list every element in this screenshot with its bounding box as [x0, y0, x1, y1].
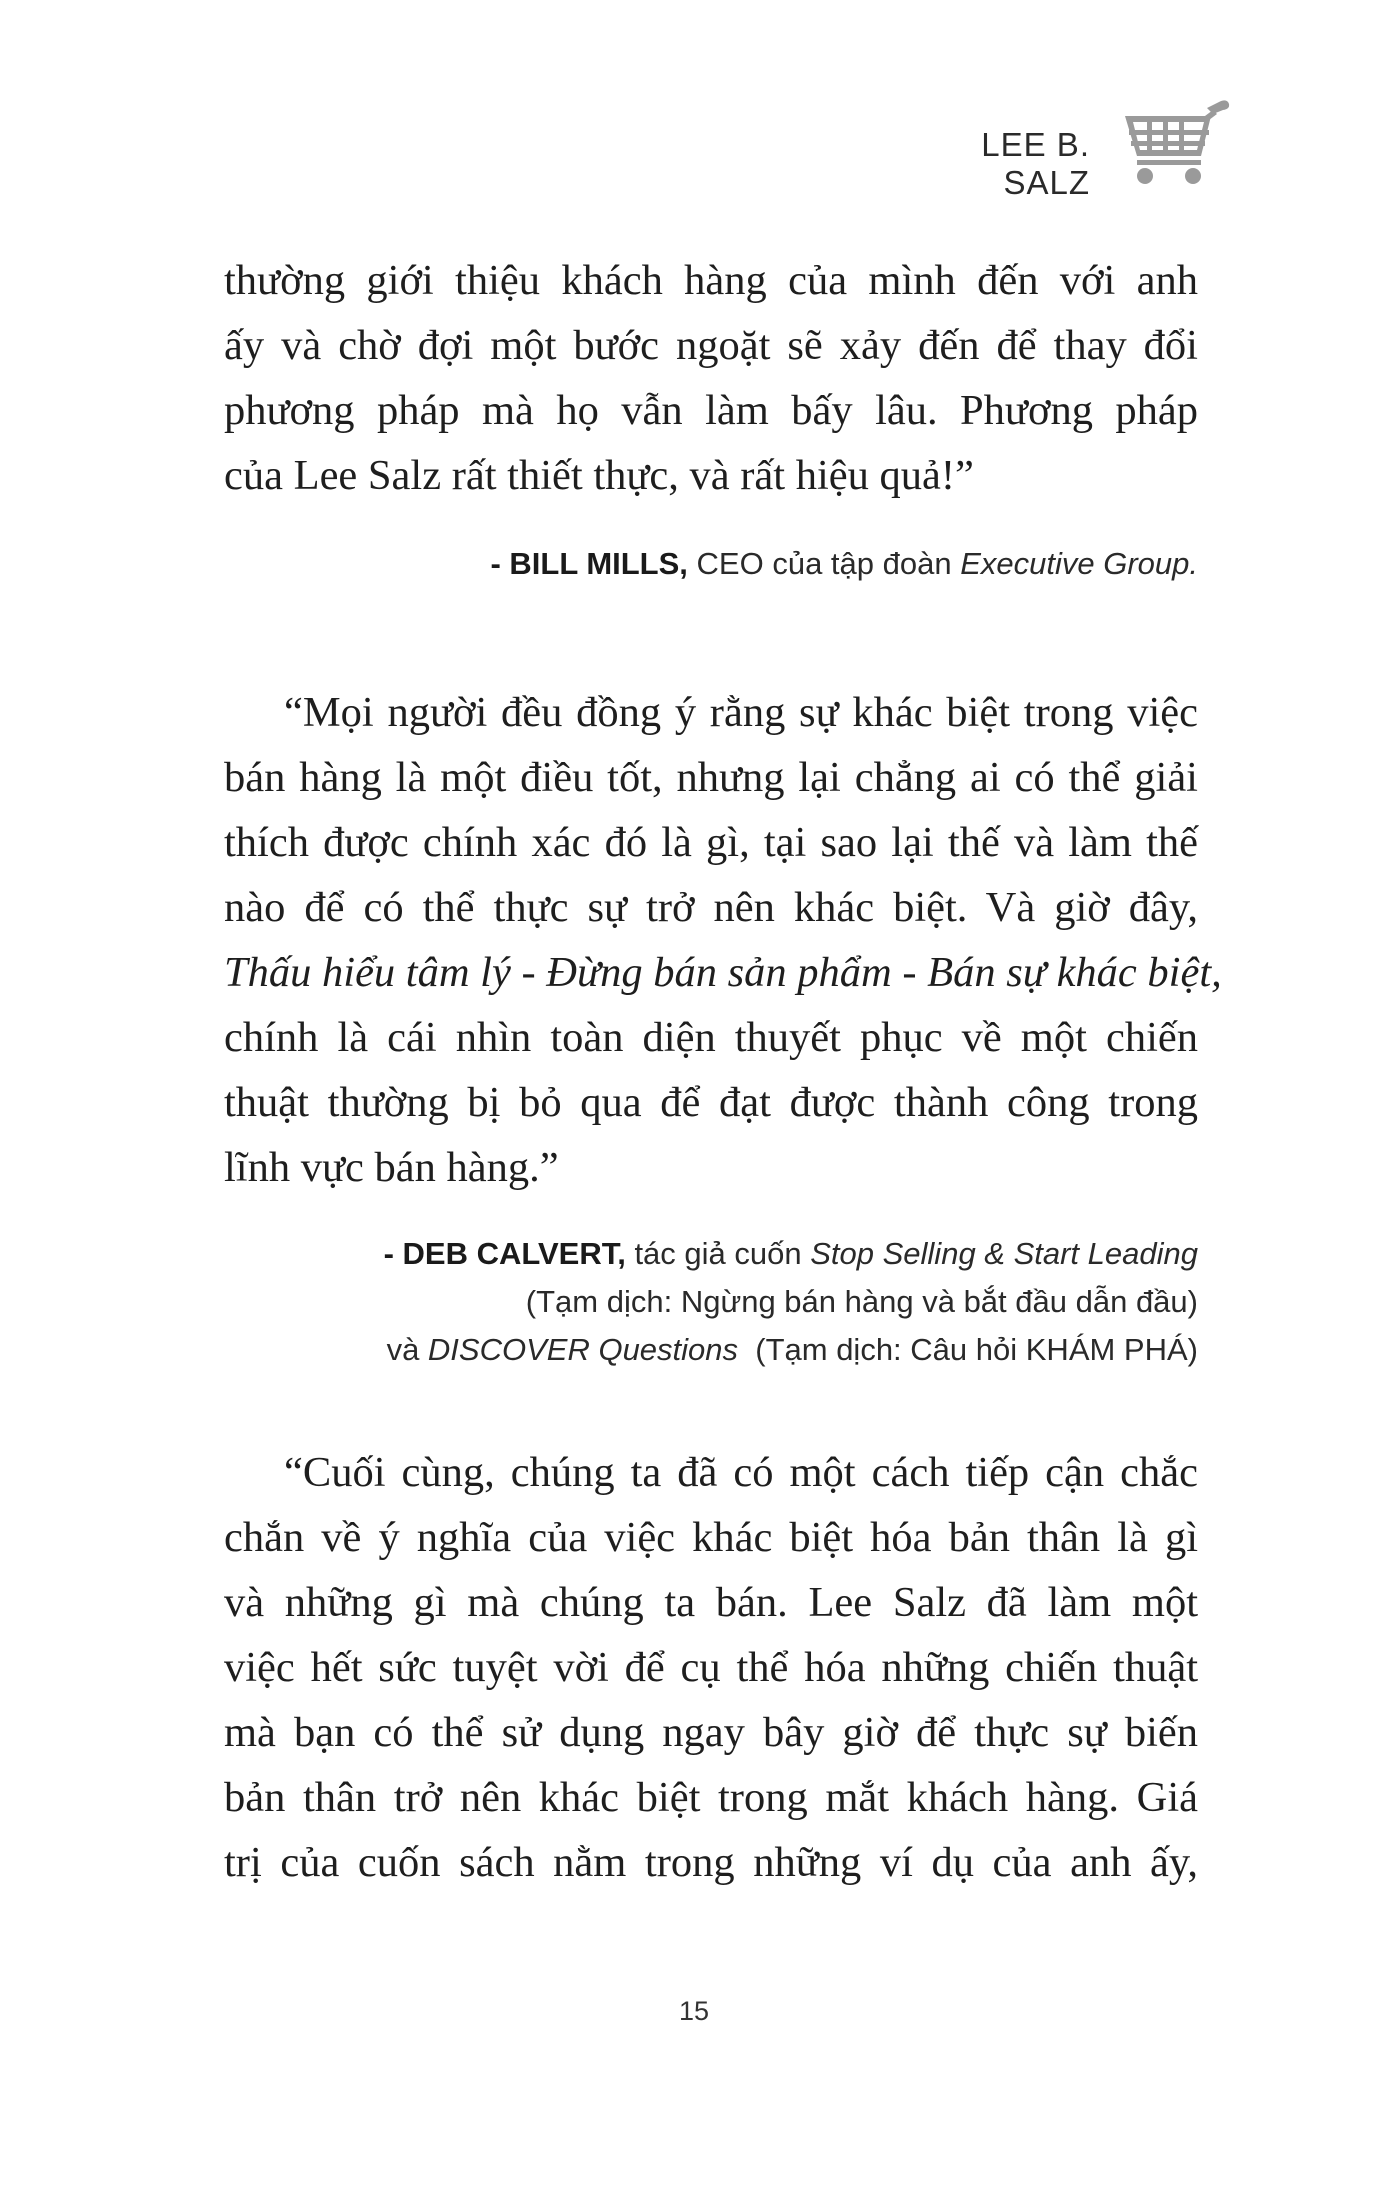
quote-2-line: thuật thường bị bỏ qua để đạt được thành công trong — [224, 1079, 1198, 1126]
quote-2-text — [224, 680, 1222, 1200]
shopping-cart-icon — [1115, 96, 1235, 188]
quote-3-line: “Cuối cùng, chúng ta đã có một cách tiếp cận chắc — [284, 1449, 1198, 1496]
quote-2-attribution — [298, 1230, 1198, 1374]
quote-1-attribution — [298, 540, 1198, 588]
quote-3-text — [224, 1440, 1198, 1895]
attribution-book-2-translation: (Tạm dịch: Câu hỏi KHÁM PHÁ) — [738, 1332, 1198, 1367]
attribution-name: - BILL MILLS, — [490, 546, 688, 581]
quote-2-book-title: Thấu hiểu tâm lý - Đừng bán sản phẩm - Bán sự khác biệt, — [224, 949, 1222, 996]
quote-3-line: bản thân trở nên khác biệt trong mắt khách hàng. Giá — [224, 1774, 1198, 1821]
quote-3-line: và những gì mà chúng ta bán. Lee Salz đã làm một — [224, 1579, 1198, 1626]
attribution-role: CEO của tập đoàn — [687, 546, 961, 581]
attribution-conjunction: và — [386, 1332, 428, 1367]
attribution-name: - DEB CALVERT, — [383, 1236, 626, 1271]
quote-3-line: mà bạn có thể sử dụng ngay bây giờ để thực sự biến — [224, 1709, 1198, 1756]
quote-1-line: thường giới thiệu khách hàng của mình đến với anh — [224, 257, 1198, 304]
quote-1-line: của Lee Salz rất thiết thực, và rất hiệu quả!” — [224, 452, 974, 499]
quote-2-line: lĩnh vực bán hàng.” — [224, 1144, 559, 1191]
quote-3-line: việc hết sức tuyệt vời để cụ thể hóa những chiến thuật — [224, 1644, 1198, 1691]
quote-3-line: trị của cuốn sách nằm trong những ví dụ của anh ấy, — [224, 1839, 1198, 1886]
attribution-role: tác giả cuốn — [625, 1236, 811, 1271]
attribution-book-1: Stop Selling & Start Leading — [810, 1236, 1198, 1271]
quote-2-line: nào để có thể thực sự trở nên khác biệt. Và giờ đây, — [224, 884, 1198, 931]
page-number: 15 — [678, 1996, 710, 2026]
attribution-org: Executive Group. — [960, 546, 1198, 581]
quote-2-line: “Mọi người đều đồng ý rằng sự khác biệt trong việc — [284, 689, 1198, 736]
attribution-book-2: DISCOVER Questions — [427, 1332, 739, 1367]
quote-1-text — [224, 248, 1198, 508]
attribution-book-1-translation: (Tạm dịch: Ngừng bán hàng và bắt đầu dẫn đầu) — [525, 1284, 1198, 1319]
quote-2-line: thích được chính xác đó là gì, tại sao lại thế và làm thế — [224, 819, 1198, 866]
quote-3-line: chắn về ý nghĩa của việc khác biệt hóa bản thân là gì — [224, 1514, 1198, 1561]
quote-1-line: ấy và chờ đợi một bước ngoặt sẽ xảy đến để thay đổi — [224, 322, 1198, 369]
running-header-author: LEE B. SALZ — [981, 126, 1090, 201]
quote-2-line: bán hàng là một điều tốt, nhưng lại chẳng ai có thể giải — [224, 754, 1198, 801]
quote-2-line: chính là cái nhìn toàn diện thuyết phục về một chiến — [224, 1014, 1198, 1061]
quote-1-line: phương pháp mà họ vẫn làm bấy lâu. Phương pháp — [224, 387, 1198, 434]
